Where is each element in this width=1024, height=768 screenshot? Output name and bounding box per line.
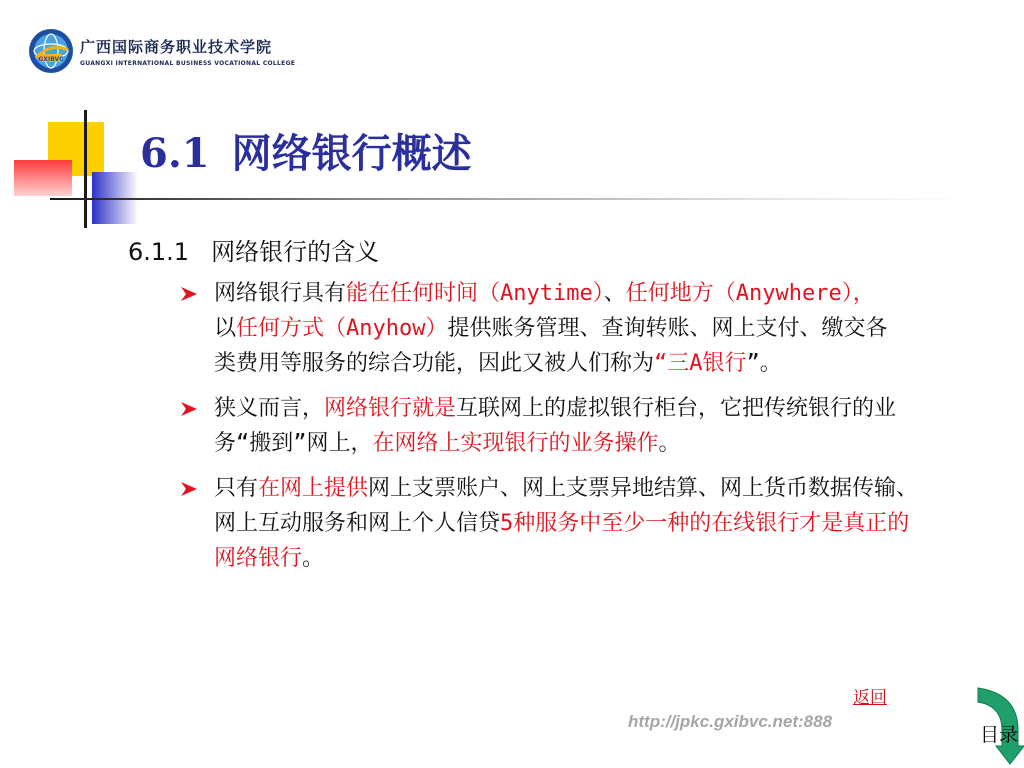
bullet-1-seg-7: “三A银行 bbox=[654, 351, 747, 376]
bullet-3-seg-4: 。 bbox=[302, 546, 325, 571]
bullet-item bbox=[180, 471, 924, 576]
bullet-arrow-icon bbox=[180, 391, 206, 426]
bullet-1-seg-8: ”。 bbox=[746, 351, 782, 376]
bullet-1-seg-1: 能在任何时间（Anytime） bbox=[346, 281, 604, 306]
decor-red-block bbox=[14, 160, 72, 196]
bullet-arrow-icon bbox=[180, 276, 206, 311]
bullet-1-seg-2: 、 bbox=[603, 281, 626, 306]
bullet-list bbox=[180, 276, 920, 586]
bullet-2-seg-0: 狭义而言， bbox=[214, 396, 325, 421]
toc-button[interactable] bbox=[972, 684, 1024, 768]
college-emblem-icon bbox=[28, 28, 74, 74]
back-link[interactable]: 返回 bbox=[853, 688, 887, 708]
bullet-2-seg-3: 在网络上实现银行的业务操作 bbox=[372, 431, 659, 456]
bullet-3-seg-2: 网上支票账户、网上支票异地结算、网上货币数据传输、网上互动服务和网上个人信贷 bbox=[214, 476, 919, 536]
emblem-text: GXIBVC bbox=[38, 56, 64, 63]
bullet-1-seg-0: 网络银行具有 bbox=[214, 281, 347, 306]
section-number: 6.1.1 bbox=[128, 238, 190, 266]
bullet-3-seg-1: 在网上提供 bbox=[258, 476, 369, 501]
college-logo bbox=[28, 24, 298, 80]
bullet-item bbox=[180, 276, 894, 381]
bullet-3-seg-3: 5种服务中至少一种的在线银行才是真正的网络银行 bbox=[214, 511, 910, 571]
section-text: 网络银行的含义 bbox=[211, 238, 380, 266]
bullet-1-seg-6: 提供账务管理、查询转账、网上支付、缴交各类费用等服务的综合功能，因此又被人们称为 bbox=[214, 316, 888, 376]
bullet-2-seg-1: 网络银行就是 bbox=[324, 396, 457, 421]
bullet-arrow-icon bbox=[180, 471, 206, 506]
toc-label: 目录 bbox=[980, 724, 1019, 746]
bullet-1-seg-4: 以 bbox=[214, 316, 237, 341]
title-number: 6.1 bbox=[140, 130, 210, 177]
title-underline bbox=[50, 198, 970, 200]
bullet-text bbox=[214, 396, 896, 456]
section-heading bbox=[128, 232, 379, 267]
bullet-2-seg-2: 互联网上的虚拟银行柜台，它把传统银行的业务“搬到”网上， bbox=[214, 396, 897, 456]
bullet-1-seg-3: 任何地方（Anywhere）， bbox=[625, 281, 875, 306]
bullet-2-seg-4: 。 bbox=[658, 431, 681, 456]
bullet-3-seg-0: 只有 bbox=[214, 476, 259, 501]
title-text: 网络银行概述 bbox=[231, 130, 472, 177]
site-url: http://jpkc.gxibvc.net:888 bbox=[628, 712, 833, 731]
bullet-text bbox=[214, 476, 918, 571]
decor-vertical-line bbox=[84, 110, 87, 228]
slide-title bbox=[140, 122, 472, 179]
college-name-en: GUANGXI INTERNATIONAL BUSINESS VOCATIONAL COLLEGE bbox=[80, 60, 296, 67]
bullet-text bbox=[214, 281, 888, 376]
college-name: 广西国际商务职业技术学院 bbox=[80, 38, 273, 56]
bullet-1-seg-5: 任何方式（Anyhow） bbox=[236, 316, 448, 341]
bullet-item bbox=[180, 391, 924, 461]
